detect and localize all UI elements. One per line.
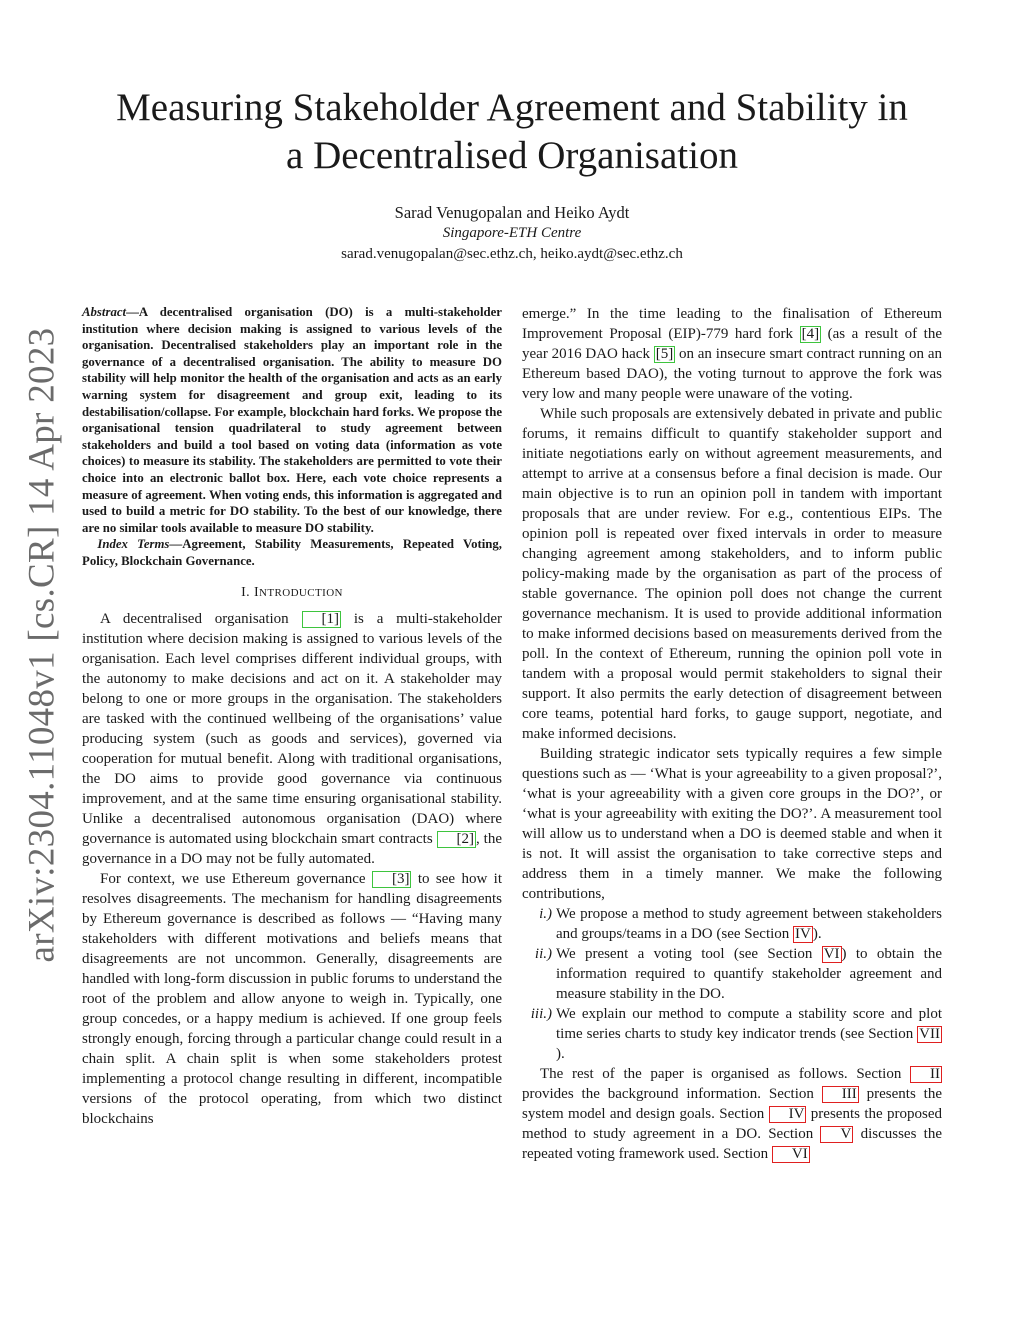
contribution-item	[522, 1004, 942, 1064]
title-line-2: a Decentralised Organisation	[286, 134, 738, 177]
paper-title	[80, 84, 944, 180]
item-number: ii.)	[534, 946, 552, 962]
abstract	[82, 304, 502, 536]
abstract-label: Abstract	[82, 305, 127, 319]
citation-link[interactable]: [3]	[372, 871, 412, 888]
right-column	[522, 304, 942, 1164]
author-affiliation: Singapore-ETH Centre	[442, 225, 582, 241]
intro-paragraph-1	[82, 609, 502, 869]
index-terms-text: —Agreement, Stability Measurements, Repeated Voting, Policy, Blockchain Governance.	[82, 537, 502, 568]
right-paragraph-2: While such proposals are extensively debated in private and public forums, it remains difficult to quantify stakeholder support and initiate negotiations early on without agreement measurements, and attempt to arrive at a consensus before a final decision is made. Our main objective is to run an opinion poll in tandem with important proposals that are under review. For e.g., contentious EIPs. The opinion poll is repeated over fixed intervals in order to measure changing agreement among stakeholders, and to inform public policy-making made by the organisation as part of the process of stable governance. The opinion poll does not change the current governance mechanism. It is used to provide additional information to make informed decisions based on measurements derived from the poll. In the context of Ethereum, running the opinion poll vote in tandem with a proposal would permit stakeholders to signal their support. It also permits the early detection of disagreement between core teams, potential hard forks, to gauge support, negotiate, and make informed decisions.	[522, 406, 942, 742]
text-run: ) to obtain the information required to quantify stakeholder agreement and measure stability in the DO.	[556, 946, 942, 1002]
section-link[interactable]: III	[822, 1086, 859, 1103]
citation-link[interactable]: [1]	[302, 611, 342, 628]
text-run: emerge.” In the time leading to the finalisation of Ethereum Improvement Proposal (EIP)-779 hard fork	[522, 306, 942, 342]
text-run: ).	[812, 926, 822, 942]
text-run: presents the proposed method to study agreement in a DO. Section	[522, 1106, 943, 1142]
item-number: iii.)	[530, 1006, 552, 1022]
text-run: provides the background information. Section	[522, 1086, 822, 1102]
text-run: on an insecure smart contract running on an Ethereum based DAO), the voting turnout to approve the fork was very low and many people were unaware of the voting.	[522, 346, 942, 402]
right-paragraph-1	[522, 304, 942, 404]
section-link[interactable]: IV	[769, 1106, 807, 1123]
text-run: We explain our method to compute a stability score and plot time series charts to study key indicator trends (see Section	[556, 1006, 942, 1042]
arxiv-identifier: arXiv:2304.11048v1 [cs.CR] 14 Apr 2023	[21, 327, 63, 963]
contribution-item	[522, 904, 942, 944]
author-emails: sarad.venugopalan@sec.ethz.ch, heiko.aydt@sec.ethz.ch	[341, 246, 683, 262]
text-run: discusses the repeated voting framework used. Section	[522, 1126, 942, 1162]
section-heading-introduction	[82, 583, 502, 603]
section-number: I. I	[241, 584, 260, 600]
index-terms	[82, 536, 502, 569]
text-run: ).	[556, 1046, 565, 1062]
arxiv-sidebar	[16, 327, 68, 963]
section-link[interactable]: VI	[772, 1146, 810, 1163]
contribution-item	[522, 944, 942, 1004]
contributions-list	[522, 904, 942, 1064]
item-number: i.)	[539, 906, 552, 922]
text-run: For context, we use Ethereum governance	[100, 870, 372, 887]
left-column	[82, 304, 502, 1129]
citation-link[interactable]: [5]	[655, 346, 674, 362]
text-run: to see how it resolves disagreements. The mechanism for handling disagreements by Ethereum governance is described as follows — “Having many stakeholders with different motivations and beliefs means that disagreements are not uncommon. Generally, disagreements are handled with long-form discussion in public forums to understand the root of the problem and allow anyone to weigh in. Typically, one group concedes, or a happy medium is achieved. If one group feels strongly enough, forcing through a particular change could result in a chain split. A chain split is when some stakeholders protest implementing a protocol change resulting in different, incompatible versions of the protocol operating, from which two distinct blockchains	[82, 870, 502, 1127]
text-run: We propose a method to study agreement between stakeholders and groups/teams in a DO (see Section	[556, 906, 942, 942]
right-paragraph-4	[522, 1064, 942, 1164]
text-run: A decentralised organisation	[100, 610, 302, 627]
text-run: We present a voting tool (see Section	[556, 946, 822, 962]
title-line-1: Measuring Stakeholder Agreement and Stability in	[116, 86, 908, 129]
section-name: NTRODUCTION	[259, 586, 343, 599]
intro-paragraph-2	[82, 869, 502, 1129]
text-run: presents the system model and design goals. Section	[522, 1086, 943, 1122]
section-link[interactable]: V	[820, 1126, 853, 1143]
text-run: , the governance in a DO may not be fully automated.	[82, 830, 503, 867]
section-link[interactable]: II	[910, 1066, 942, 1083]
text-run: is a multi-stakeholder institution where decision making is assigned to various levels of the organisation. Each level comprises different individual groups, with the autonomy to make decisions and act on it. A stakeholder may belong to one or more groups in the organisation. The stakeholders are tasked with the continued wellbeing of the organisations’ value producing system (such as goods and services), governed via cooperation for mutual benefit. Along with traditional organisations, the DO aims to provide good governance via continuous improvement, and at the same time ensuring organisational stability. Unlike a decentralised autonomous organisation (DAO) where governance is automated using blockchain smart contracts	[82, 610, 502, 847]
text-run: The rest of the paper is organised as follows. Section	[540, 1066, 910, 1082]
author-names: Sarad Venugopalan and Heiko Aydt	[394, 203, 630, 222]
section-link[interactable]: IV	[795, 926, 811, 942]
right-paragraph-3: Building strategic indicator sets typically requires a few simple questions such as — ‘What is your agreeability to a given proposal?’, ‘what is your agreeability with a given core groups in the DO?’, or ‘what is your agreeability with exiting the DO?’. A measurement tool will allow us to understand when a DO is deemed stable and when it is not. It will assist the organisation to take corrective steps and address them in a timely manner. We make the following contributions,	[522, 746, 942, 902]
section-link[interactable]: VII	[919, 1026, 940, 1042]
section-link[interactable]: VI	[823, 946, 840, 962]
author-block	[80, 202, 944, 265]
citation-link[interactable]: [2]	[437, 831, 477, 848]
index-terms-label: Index Terms	[97, 537, 170, 552]
citation-link[interactable]: [4]	[801, 326, 820, 342]
abstract-text: —A decentralised organisation (DO) is a multi-stakeholder institution where decision making is assigned to various levels of the organisation. Decentralised stakeholders play an important role in the governance of a decentralised organisation. The ability to measure DO stability will help monitor the health of the organisation and acts as an early warning system for disagreement and group exit, leading to its destabilisation/collapse. For example, blockchain hard forks. We propose the organisational tension quadrilateral to study agreement between stakeholders and build a tool based on voting data (information as vote choices) to measure its stability. The stakeholders are permitted to vote their choice into an electronic ballot box. Here, each vote choice represents a measure of agreement. When voting ends, this information is aggregated and used to build a metric for DO stability. To the best of our knowledge, there are no similar tools available to measure DO stability.	[82, 305, 502, 535]
text-run: (as a result of the year 2016 DAO hack	[522, 326, 943, 362]
